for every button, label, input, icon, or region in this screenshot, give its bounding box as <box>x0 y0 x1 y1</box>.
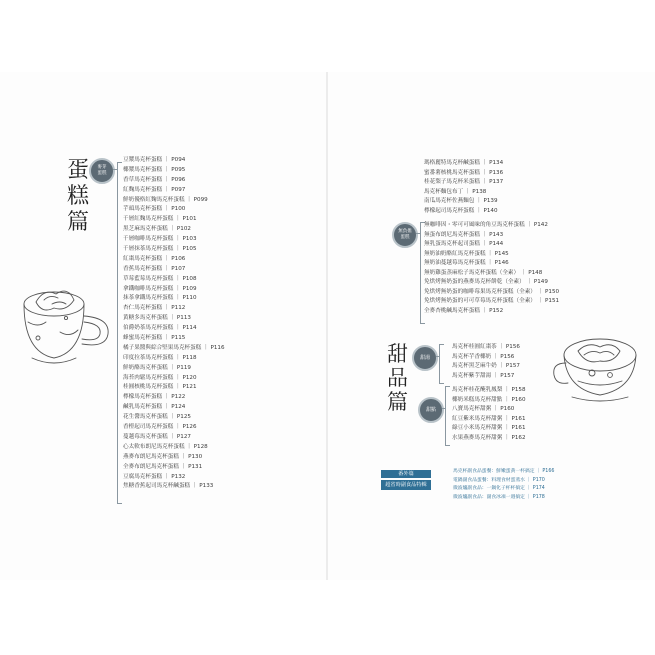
badge-label: 甜湯 <box>419 355 430 361</box>
toc-entry: 無蛋布朗尼馬克杯蛋糕 ｜ P143 <box>424 231 504 238</box>
toc-entry: 椰奶米糕馬克杯甜點 ｜ P160 <box>452 396 526 403</box>
toc-entry: 瑪格麗特馬克杯鹹蛋糕 ｜ P134 <box>424 160 504 166</box>
toc-entry: 蔓越莓馬克杯蛋糕 ｜ P127 <box>123 433 191 440</box>
toc-entry: 千層咖啡馬克杯蛋糕 ｜ P103 <box>123 236 197 243</box>
sweet-soup-list <box>452 343 520 381</box>
toc-entry: 蜜番薯核桃馬克杯蛋糕 ｜ P136 <box>424 169 504 176</box>
sweet-soup-badge <box>412 345 438 371</box>
toc-entry: 馬克杯麵包布丁 ｜ P138 <box>424 188 487 195</box>
toc-entry: 香蕉馬克杯蛋糕 ｜ P107 <box>123 265 186 272</box>
appendix-entry: 微波爐副食品：一鍋化子杯杯搞定 ｜ P174 <box>453 486 545 492</box>
toc-entry: 南瓜馬克杯佐燕麵包 ｜ P139 <box>424 198 498 205</box>
toc-entry: 抹茶拿鐵馬克杯蛋糕 ｜ P110 <box>123 295 197 302</box>
list-bracket <box>445 386 450 446</box>
toc-entry: 燕麥布朗尼馬克杯蛋糕 ｜ P130 <box>123 453 203 460</box>
badge-label: 甜點 <box>425 407 436 413</box>
list-bracket <box>439 344 444 384</box>
dessert-list <box>452 386 526 443</box>
toc-entry: 印度拉茶馬克杯蛋糕 ｜ P118 <box>123 354 197 361</box>
cake-title-char: 蛋 <box>67 158 90 183</box>
toc-entry: 免烘烤無奶蛋的燕麥馬克杯餅乾（全素） ｜ P149 <box>424 279 548 286</box>
toc-entry: 紅棗馬克杯蛋糕 ｜ P106 <box>123 255 186 262</box>
toc-entry: 紅麴馬克杯蛋糕 ｜ P097 <box>123 186 186 193</box>
toc-entry: 心太軟布朗尼馬克杯蛋糕 ｜ P128 <box>123 443 208 450</box>
appendix-entry: 馬克杯副食品蛋餐：鮮嫩蛋黃一杯搞定 ｜ P166 <box>453 469 555 474</box>
toc-entry: 馬克杯芋香椰奶 ｜ P156 <box>452 353 515 360</box>
dessert-mug-sketch <box>548 333 644 403</box>
toc-entry: 香橙起司馬克杯蛋糕 ｜ P126 <box>123 424 197 431</box>
dessert-title-char: 甜 <box>387 342 408 366</box>
toc-entry: 拿鐵咖啡馬克杯蛋糕 ｜ P109 <box>123 285 197 292</box>
toc-entry: 桂圓核桃馬克杯蛋糕 ｜ P121 <box>123 384 197 391</box>
toc-entry: 豆漿馬克杯蛋糕 ｜ P094 <box>123 157 186 163</box>
cake-recipe-list <box>123 156 225 492</box>
toc-entry: 馬克杯桂圓紅棗茶 ｜ P156 <box>452 344 520 350</box>
toc-entry: 橘子果醬與綜合堅果馬克杯蛋糕 ｜ P116 <box>123 344 225 351</box>
toc-entry: 草莓藍莓馬克杯蛋糕 ｜ P108 <box>123 275 197 282</box>
toc-entry: 千層抹茶馬克杯蛋糕 ｜ P105 <box>123 246 197 253</box>
toc-entry: 香草馬克杯蛋糕 ｜ P096 <box>123 176 186 183</box>
cake-recipe-list-continued <box>424 159 503 216</box>
dessert-title-char: 篇 <box>387 390 408 414</box>
dessert-title-char: 品 <box>387 366 408 390</box>
toc-entry: 芋頭馬克杯蛋糕 ｜ P100 <box>123 206 186 213</box>
appendix-entry: 微波爐副食品：副食冰凍一週搞定 ｜ P178 <box>453 494 545 500</box>
mug-cake-sketch <box>14 282 120 372</box>
toc-entry: 蜂蜜馬克杯蛋糕 ｜ P115 <box>123 335 186 342</box>
toc-entry: 八寶馬克杯甜粥 ｜ P160 <box>452 406 515 413</box>
toc-entry: 馬克杯紫芋甜湯 ｜ P157 <box>452 372 515 379</box>
dessert-section-title <box>387 342 408 414</box>
toc-entry: 無乳蛋馬克杯起司蛋糕 ｜ P144 <box>424 241 504 248</box>
toc-entry: 免烘烤無奶蛋的可可草莓馬克杯蛋糕（全素） ｜ P151 <box>424 298 560 305</box>
book-gutter <box>326 72 328 580</box>
toc-entry: 水果燕麥馬克杯甜粥 ｜ P162 <box>452 434 526 441</box>
toc-entry: 海苔肉鬆馬克杯蛋糕 ｜ P120 <box>123 374 197 381</box>
cake-title-char: 糕 <box>67 184 90 209</box>
toc-entry: 無奶油蔓越莓馬克杯蛋糕 ｜ P146 <box>424 260 509 267</box>
toc-entry: 桂花梨子馬克杯米蛋糕 ｜ P137 <box>424 179 504 186</box>
light-cake-badge <box>392 222 418 248</box>
toc-entry: 椰漿馬克杯蛋糕 ｜ P095 <box>123 166 186 173</box>
toc-entry: 紅豆紫米馬克杯甜粥 ｜ P161 <box>452 415 526 422</box>
toc-entry: 無咖啡因・零可可風味的角豆馬克杯蛋糕 ｜ P142 <box>424 222 548 228</box>
toc-entry: 免烘烤無奶蛋的咖啡莓果馬克杯蛋糕（全素） ｜ P150 <box>424 288 560 295</box>
toc-entry: 鹹乳馬克杯蛋糕 ｜ P124 <box>123 404 186 411</box>
appendix-tag: 番外篇 <box>381 470 431 478</box>
toc-entry: 千層紅麴馬克杯蛋糕 ｜ P101 <box>123 216 197 223</box>
toc-entry: 杏仁馬克杯蛋糕 ｜ P112 <box>123 305 186 312</box>
toc-entry: 無奶雞蛋蒸麻松子馬克杯蛋糕（全素） ｜ P148 <box>424 269 543 276</box>
toc-entry: 豆腐馬克杯蛋糕 ｜ P132 <box>123 473 186 480</box>
toc-entry: 全麥布朗尼馬克杯蛋糕 ｜ P131 <box>123 463 203 470</box>
toc-entry: 無奶油奶酪紅馬克杯蛋糕 ｜ P145 <box>424 250 509 257</box>
cake-title-char: 篇 <box>67 210 90 235</box>
appendix-entry: 電鍋副食品蛋餐：料理食材蛋蒸水 ｜ P170 <box>453 477 545 483</box>
toc-entry: 檸檬馬克杯蛋糕 ｜ P122 <box>123 394 186 401</box>
toc-entry: 伯爵奶茶馬克杯蛋糕 ｜ P114 <box>123 325 197 332</box>
toc-entry: 全麥杏桃鹹馬克杯蛋糕 ｜ P152 <box>424 307 504 314</box>
toc-entry: 黑芝麻馬克杯蛋糕 ｜ P102 <box>123 226 191 233</box>
badge-label: 麥芽 蛋糕 <box>97 165 107 176</box>
toc-entry: 焦糖香蕉起司馬克杯鹹蛋糕 ｜ P133 <box>123 483 214 490</box>
toc-entry: 花生醬馬克杯蛋糕 ｜ P125 <box>123 414 191 421</box>
category-badge <box>89 158 115 184</box>
cake-section-title <box>67 158 89 236</box>
dessert-badge <box>418 397 444 423</box>
toc-entry: 馬克杯桂花醃乳鳳梨 ｜ P158 <box>452 387 526 393</box>
badge-label: 無負擔 蛋糕 <box>398 229 412 240</box>
toc-entry: 黃糖多馬克杯蛋糕 ｜ P113 <box>123 315 191 322</box>
appendix-list <box>453 468 554 502</box>
toc-entry: 鮮奶酪馬克杯蛋糕 ｜ P119 <box>123 364 191 371</box>
toc-entry: 馬克杯黑芝麻牛奶 ｜ P157 <box>452 363 520 370</box>
appendix-tag-subtitle: 超省時副食品特輯 <box>381 480 431 490</box>
toc-entry: 綠豆小米馬克杯甜粥 ｜ P161 <box>452 425 526 432</box>
right-page <box>328 72 655 580</box>
toc-entry: 鮮奶優格紅麴馬克杯蛋糕 ｜ P099 <box>123 196 208 203</box>
toc-entry: 檸檬起司馬克杯蛋糕 ｜ P140 <box>424 207 498 214</box>
light-cake-list <box>424 221 559 316</box>
